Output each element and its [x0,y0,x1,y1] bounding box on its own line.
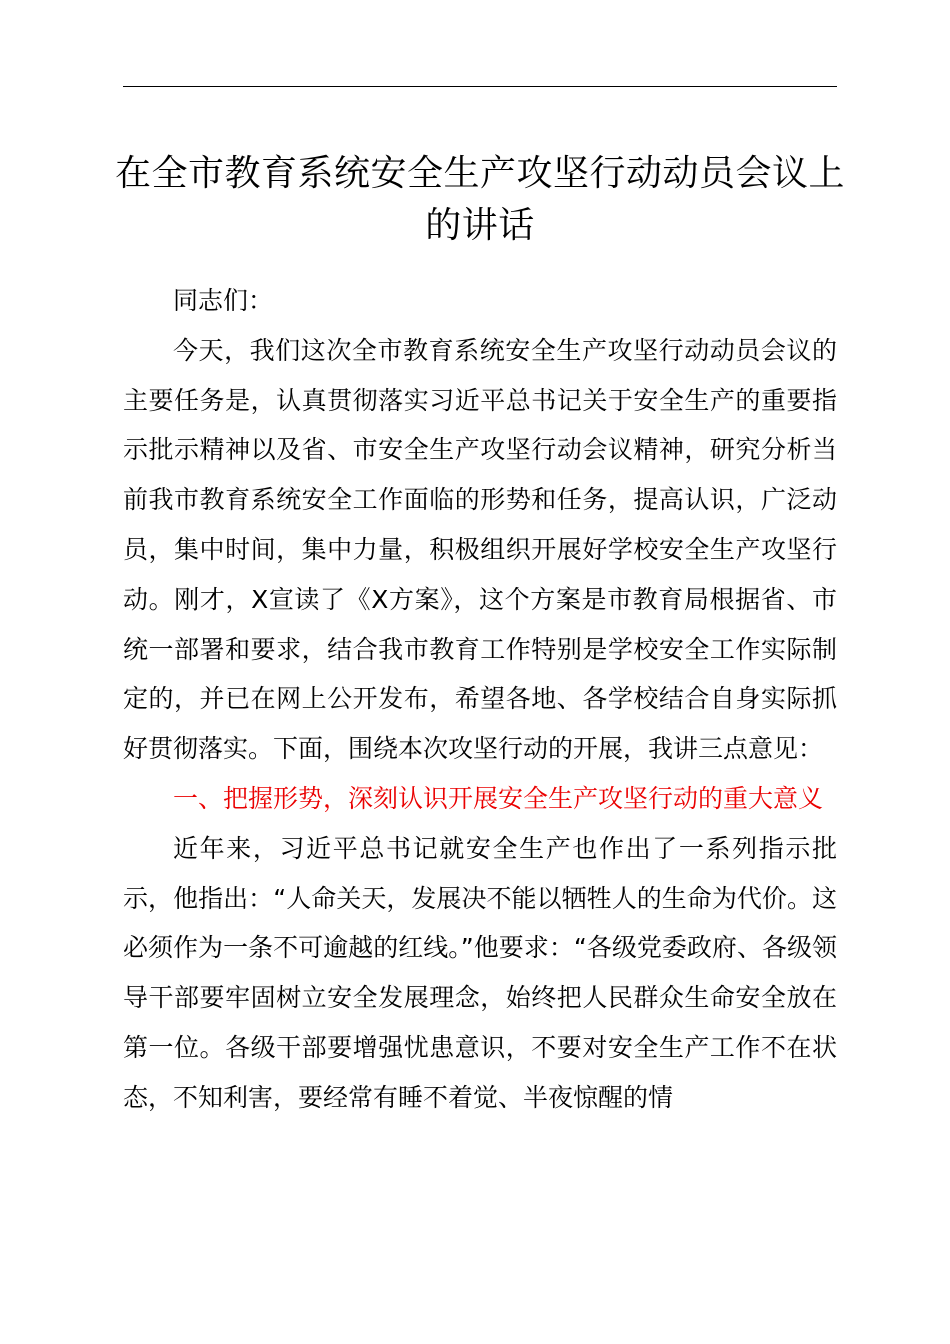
header-rule [123,86,837,87]
salutation: 同志们： [173,286,274,315]
section-heading-1: 一、把握形势，深刻认识开展安全生产攻坚行动的重大意义 [173,783,824,813]
paragraph-section-1: 近年来，习近平总书记就安全生产也作出了一系列指示批示，他指出：“人命关天，发展决不能以牺牲人的生命为代价。这必须作为一条不可逾越的红线。”他要求：“各级党委政府、各级领导干部要牢固树立安全发展理念，始终把人民群众生命安全放在第一位。各级干部要增强忧患意识，不要对安全生产工作不在状态，不知利害，要经常有睡不着觉、半夜惊醒的情 [123,833,837,1112]
document-body [123,276,837,1123]
title-line-2: 的讲话 [425,205,535,246]
document-title [100,148,860,252]
title-line-1: 在全市教育系统安全生产攻坚行动动员会议上 [114,153,845,194]
paragraph-intro: 今天，我们这次全市教育系统安全生产攻坚行动动员会议的主要任务是，认真贯彻落实习近平总书记关于安全生产的重要指示批示精神以及省、市安全生产攻坚行动会议精神，研究分析当前我市教育系统安全工作面临的形势和任务，提高认识，广泛动员，集中时间，集中力量，积极组织开展好学校安全生产攻坚行动。刚才，X宣读了《X方案》，这个方案是市教育局根据省、市统一部署和要求，结合我市教育工作特别是学校安全工作实际制定的，并已在网上公开发布，希望各地、各学校结合自身实际抓好贯彻落实。下面，围绕本次攻坚行动的开展，我讲三点意见： [123,335,837,764]
